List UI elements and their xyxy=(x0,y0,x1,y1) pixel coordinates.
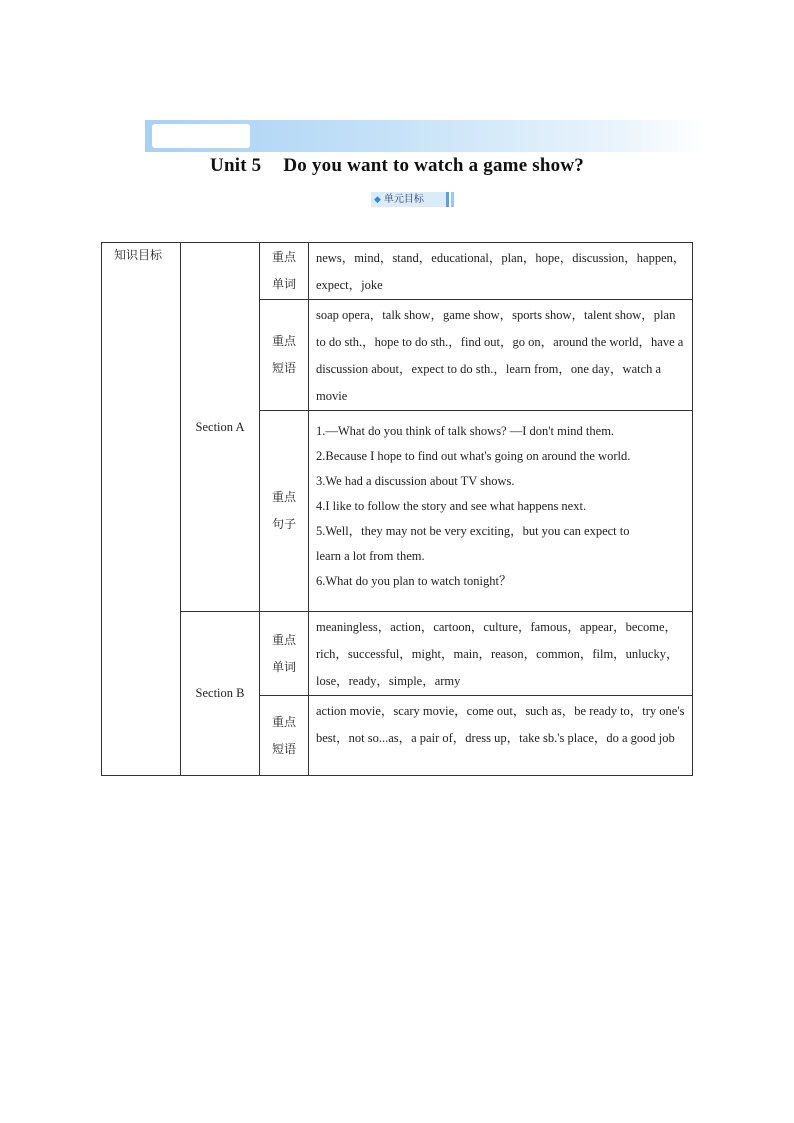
sentence-line: 1.—What do you think of talk shows? —I don't mind them. xyxy=(316,424,615,438)
sentence-line: learn a lot from them. xyxy=(316,549,425,563)
header-banner-box xyxy=(152,124,250,148)
unit-goals-label: 单元目标 xyxy=(383,194,424,205)
section-a-phrases: soap opera，talk show，game show，sports show，talent show，plan to do sth.，hope to do sth.，find out，go on，around the world，have a discussion about，expect to do sth.，learn from，one day，watch a movie xyxy=(309,300,693,411)
unit-goals-badge xyxy=(371,192,449,207)
section-b-words: meaningless，action，cartoon，culture，famous，appear，become，rich，successful，might，main，reason，common，film，unlucky，lose，ready，simple，army xyxy=(309,612,693,696)
section-a-phrases-label: 重点 短语 xyxy=(260,300,309,411)
sentence-line: 6.What do you plan to watch tonight？ xyxy=(316,574,512,588)
section-a-sentences xyxy=(309,411,693,612)
section-b-phrases-label: 重点 短语 xyxy=(260,696,309,776)
category-cell: 知识目标 xyxy=(102,243,181,776)
section-a-words: news，mind，stand，educational，plan，hope，discussion，happen，expect，joke xyxy=(309,243,693,300)
objectives-table xyxy=(101,242,693,776)
unit-title xyxy=(0,155,794,177)
sentence-line: 2.Because I hope to find out what's going on around the world. xyxy=(316,449,631,463)
section-a-label: Section A xyxy=(181,243,260,612)
unit-title-text: Do you want to watch a game show? xyxy=(283,155,584,176)
sentence-line: 3.We had a discussion about TV shows. xyxy=(316,474,515,488)
section-a-words-label: 重点 单词 xyxy=(260,243,309,300)
sentence-line: 4.I like to follow the story and see what happens next. xyxy=(316,499,587,513)
section-b-phrases: action movie，scary movie，come out，such as，be ready to，try one's best，not so...as，a pair of，dress up，take sb.'s place，do a good job xyxy=(309,696,693,776)
section-a-sentences-label: 重点 句子 xyxy=(260,411,309,612)
sentence-line: 5.Well，they may not be very exciting，but you can expect to xyxy=(316,524,630,538)
unit-number: Unit 5 xyxy=(210,155,262,176)
trophy-icon: ◆ xyxy=(374,195,381,205)
section-b-label: Section B xyxy=(181,612,260,776)
section-b-words-label: 重点 单词 xyxy=(260,612,309,696)
